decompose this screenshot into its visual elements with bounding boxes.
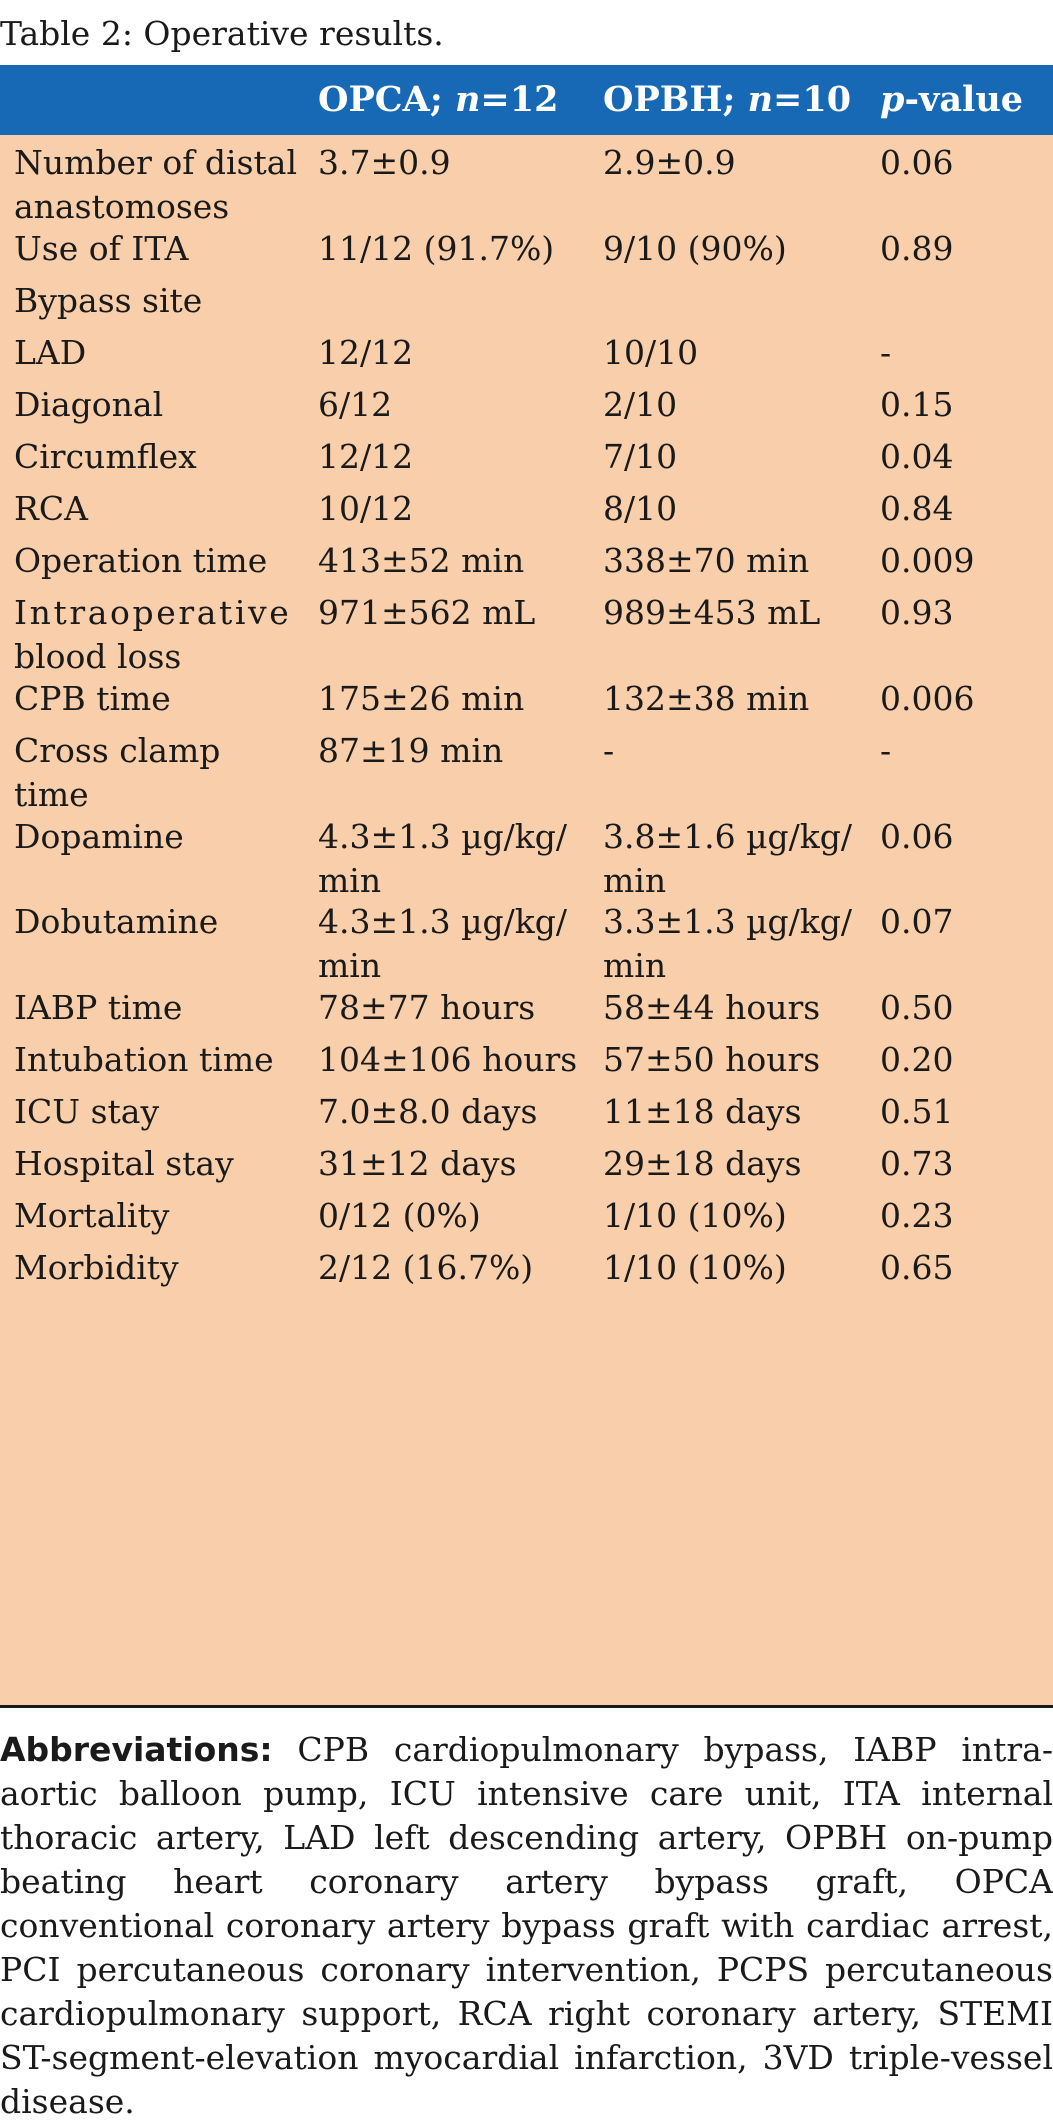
operative-results-table bbox=[0, 65, 1053, 1705]
opca-value-line: 78±77 hours bbox=[318, 988, 536, 1027]
row-label-line: Operation time bbox=[14, 541, 268, 580]
opca-value bbox=[318, 677, 583, 721]
opbh-value-line: 989±453 mL bbox=[603, 593, 821, 632]
opbh-value bbox=[603, 729, 863, 773]
table-caption: Table 2: Operative results. bbox=[0, 14, 444, 53]
p-value-line: 0.93 bbox=[880, 593, 954, 632]
p-value bbox=[880, 1194, 1040, 1238]
row-label-line: IABP time bbox=[14, 988, 183, 1027]
row-label-line: Cross clamp bbox=[14, 731, 221, 770]
row-label-line: ICU stay bbox=[14, 1092, 160, 1131]
opbh-value-line: 8/10 bbox=[603, 489, 678, 528]
opbh-value-line: 338±70 min bbox=[603, 541, 810, 580]
row-label bbox=[14, 900, 294, 944]
opbh-value-line: 29±18 days bbox=[603, 1144, 802, 1183]
opca-value bbox=[318, 900, 583, 988]
row-label-line: Dopamine bbox=[14, 817, 184, 856]
opbh-value bbox=[603, 1142, 863, 1186]
p-value-line: 0.84 bbox=[880, 489, 954, 528]
p-value-line: 0.20 bbox=[880, 1040, 954, 1079]
opca-value-line: 2/12 (16.7%) bbox=[318, 1248, 534, 1287]
opbh-value-line: 11±18 days bbox=[603, 1092, 802, 1131]
row-label bbox=[14, 383, 294, 427]
opbh-value-line: 58±44 hours bbox=[603, 988, 821, 1027]
row-label-line: anastomoses bbox=[14, 187, 230, 226]
row-label bbox=[14, 815, 294, 859]
header-opca: OPCA; n=12 bbox=[318, 79, 559, 120]
p-value-line: - bbox=[880, 731, 892, 770]
opca-value-line: 3.7±0.9 bbox=[318, 143, 451, 182]
row-label-line: time bbox=[14, 775, 89, 814]
opbh-value-line: 10/10 bbox=[603, 333, 699, 372]
opca-value bbox=[318, 1038, 583, 1082]
row-label bbox=[14, 1246, 294, 1290]
opca-value-line: 104±106 hours bbox=[318, 1040, 578, 1079]
opca-value bbox=[318, 141, 583, 185]
opca-value bbox=[318, 1194, 583, 1238]
p-value bbox=[880, 539, 1040, 583]
row-label-line: Morbidity bbox=[14, 1248, 179, 1287]
opca-value bbox=[318, 227, 583, 271]
opbh-value bbox=[603, 435, 863, 479]
opca-value-line: 4.3±1.3 µg/kg/ bbox=[318, 902, 568, 941]
opca-value bbox=[318, 729, 583, 773]
p-value-line: 0.04 bbox=[880, 437, 954, 476]
header-p-value: p-value bbox=[880, 79, 1024, 120]
row-label-line: RCA bbox=[14, 489, 88, 528]
opbh-value bbox=[603, 815, 863, 903]
p-value bbox=[880, 141, 1040, 185]
row-label bbox=[14, 227, 294, 271]
opca-value-line: 87±19 min bbox=[318, 731, 504, 770]
abbreviations-label: Abbreviations: bbox=[0, 1730, 273, 1769]
opca-value-line: 10/12 bbox=[318, 489, 414, 528]
opca-value-line: min bbox=[318, 946, 382, 985]
row-label bbox=[14, 677, 294, 721]
opca-value-line: 12/12 bbox=[318, 333, 414, 372]
opca-value bbox=[318, 1090, 583, 1134]
opbh-value bbox=[603, 1194, 863, 1238]
opca-value-line: min bbox=[318, 861, 382, 900]
p-value bbox=[880, 591, 1040, 635]
p-value bbox=[880, 435, 1040, 479]
p-value-line: 0.65 bbox=[880, 1248, 954, 1287]
opbh-value bbox=[603, 900, 863, 988]
row-label-line: Diagonal bbox=[14, 385, 164, 424]
p-value bbox=[880, 487, 1040, 531]
row-label bbox=[14, 487, 294, 531]
opca-value bbox=[318, 591, 583, 635]
opca-value-line: 7.0±8.0 days bbox=[318, 1092, 538, 1131]
row-label-line: Mortality bbox=[14, 1196, 170, 1235]
opca-value bbox=[318, 1246, 583, 1290]
row-label-line: CPB time bbox=[14, 679, 171, 718]
opca-value-line: 413±52 min bbox=[318, 541, 525, 580]
p-value-line: 0.009 bbox=[880, 541, 975, 580]
row-label bbox=[14, 729, 294, 817]
opbh-value-line: 2.9±0.9 bbox=[603, 143, 736, 182]
row-label-line: Intubation time bbox=[14, 1040, 274, 1079]
opca-value-line: 175±26 min bbox=[318, 679, 525, 718]
row-label-line: Bypass site bbox=[14, 281, 203, 320]
opca-value bbox=[318, 539, 583, 583]
row-label-line: Number of distal bbox=[14, 143, 298, 182]
opbh-value-line: 132±38 min bbox=[603, 679, 810, 718]
opbh-value bbox=[603, 539, 863, 583]
row-label bbox=[14, 591, 294, 679]
opbh-value bbox=[603, 141, 863, 185]
p-value bbox=[880, 815, 1040, 859]
row-label bbox=[14, 141, 298, 229]
row-label bbox=[14, 986, 294, 1030]
table-bottom-rule bbox=[0, 1705, 1053, 1708]
opca-value bbox=[318, 331, 583, 375]
row-label bbox=[14, 1038, 294, 1082]
p-value bbox=[880, 900, 1040, 944]
row-label bbox=[14, 1090, 294, 1134]
opbh-value bbox=[603, 1090, 863, 1134]
p-value bbox=[880, 331, 1040, 375]
opbh-value bbox=[603, 487, 863, 531]
p-value-line: 0.06 bbox=[880, 143, 954, 182]
opca-value-line: 0/12 (0%) bbox=[318, 1196, 481, 1235]
p-value bbox=[880, 729, 1040, 773]
row-label bbox=[14, 435, 294, 479]
abbreviations-note bbox=[0, 1728, 1053, 2124]
row-label bbox=[14, 331, 294, 375]
p-value-line: 0.51 bbox=[880, 1092, 954, 1131]
opbh-value bbox=[603, 227, 863, 271]
opbh-value bbox=[603, 986, 863, 1030]
abbreviations-text: CPB cardiopulmonary bypass, IABP intra-aortic balloon pump, ICU intensive care unit, ITA internal thoracic artery, LAD left descending artery, OPBH on-pump beating heart coronary artery bypass graft, OPCA conventional coronary artery bypass graft with cardiac arrest, PCI percutaneous coronary intervention, PCPS percutaneous cardiopulmonary support, RCA right coronary artery, STEMI ST-segment-elevation myocardial infarction, 3VD triple-vessel disease. bbox=[0, 1730, 1053, 2121]
p-value-line: 0.15 bbox=[880, 385, 954, 424]
row-label-line: Circumflex bbox=[14, 437, 197, 476]
row-label-line: Dobutamine bbox=[14, 902, 219, 941]
p-value-line: 0.50 bbox=[880, 988, 954, 1027]
opbh-value-line: min bbox=[603, 861, 667, 900]
opca-value bbox=[318, 487, 583, 531]
opca-value bbox=[318, 383, 583, 427]
opbh-value-line: 57±50 hours bbox=[603, 1040, 821, 1079]
row-label bbox=[14, 539, 294, 583]
opca-value bbox=[318, 986, 583, 1030]
header-opbh: OPBH; n=10 bbox=[603, 79, 852, 120]
p-value-line: 0.07 bbox=[880, 902, 954, 941]
p-value-line: 0.23 bbox=[880, 1196, 954, 1235]
row-label-line: Intraoperative bbox=[14, 593, 292, 632]
row-label bbox=[14, 1142, 294, 1186]
p-value bbox=[880, 1246, 1040, 1290]
opbh-value bbox=[603, 1246, 863, 1290]
row-label-line: Hospital stay bbox=[14, 1144, 234, 1183]
p-value bbox=[880, 1038, 1040, 1082]
opbh-value-line: 7/10 bbox=[603, 437, 678, 476]
opca-value-line: 11/12 (91.7%) bbox=[318, 229, 555, 268]
p-value-line: 0.73 bbox=[880, 1144, 954, 1183]
opbh-value-line: 2/10 bbox=[603, 385, 678, 424]
p-value bbox=[880, 1142, 1040, 1186]
opbh-value-line: 9/10 (90%) bbox=[603, 229, 787, 268]
opca-value-line: 971±562 mL bbox=[318, 593, 536, 632]
opca-value-line: 12/12 bbox=[318, 437, 414, 476]
opbh-value-line: 1/10 (10%) bbox=[603, 1248, 787, 1287]
p-value bbox=[880, 227, 1040, 271]
opca-value bbox=[318, 1142, 583, 1186]
opca-value bbox=[318, 815, 583, 903]
opbh-value bbox=[603, 383, 863, 427]
opbh-value-line: 3.8±1.6 µg/kg/ bbox=[603, 817, 853, 856]
table-header bbox=[0, 65, 1053, 135]
opbh-value bbox=[603, 591, 863, 635]
row-label-line: LAD bbox=[14, 333, 87, 372]
p-value-line: - bbox=[880, 333, 892, 372]
p-value bbox=[880, 383, 1040, 427]
row-label bbox=[14, 1194, 294, 1238]
p-value bbox=[880, 677, 1040, 721]
opca-value bbox=[318, 435, 583, 479]
opca-value-line: 6/12 bbox=[318, 385, 393, 424]
opca-value-line: 4.3±1.3 µg/kg/ bbox=[318, 817, 568, 856]
opbh-value bbox=[603, 331, 863, 375]
p-value-line: 0.06 bbox=[880, 817, 954, 856]
row-label-line: blood loss bbox=[14, 637, 182, 676]
opbh-value-line: - bbox=[603, 731, 615, 770]
p-value bbox=[880, 1090, 1040, 1134]
opbh-value-line: min bbox=[603, 946, 667, 985]
opca-value-line: 31±12 days bbox=[318, 1144, 517, 1183]
row-label-line: Use of ITA bbox=[14, 229, 189, 268]
row-label bbox=[14, 279, 294, 323]
opbh-value bbox=[603, 1038, 863, 1082]
p-value bbox=[880, 986, 1040, 1030]
p-value-line: 0.006 bbox=[880, 679, 975, 718]
opbh-value bbox=[603, 677, 863, 721]
p-value-line: 0.89 bbox=[880, 229, 954, 268]
opbh-value-line: 3.3±1.3 µg/kg/ bbox=[603, 902, 853, 941]
opbh-value-line: 1/10 (10%) bbox=[603, 1196, 787, 1235]
